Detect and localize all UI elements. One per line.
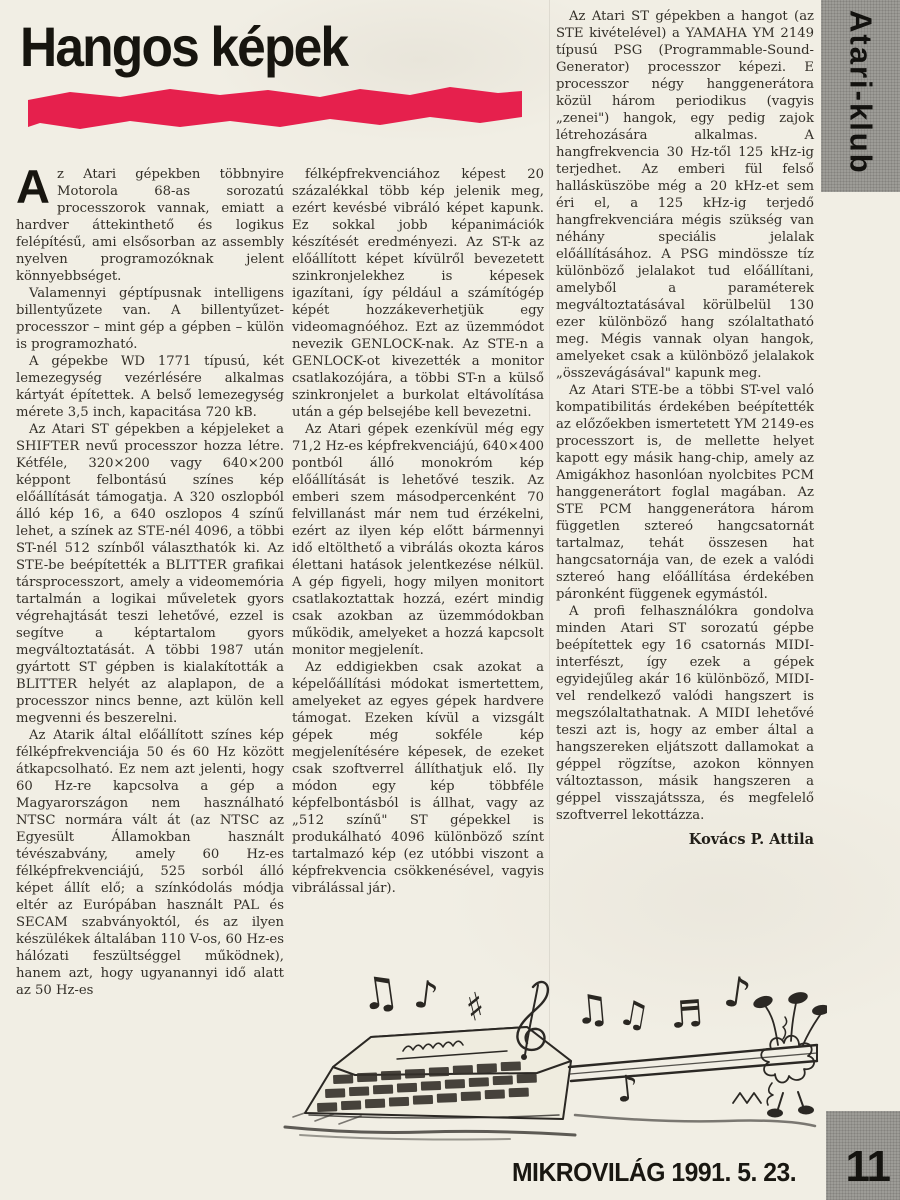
article-paragraph: Valamennyi géptípusnak intelligens billentyűzete van. A billentyűzet-processzor – mint gép a gépben – külön is programozható. bbox=[16, 286, 284, 352]
eighth-note-icon: ♪ bbox=[411, 971, 441, 1019]
article-paragraph: Az eddigiekben csak azokat a képelőállítási módokat ismertettem, amelyeket az egyes gépek hardvere támogat. Ezeken kívül a vizsgált gépek még sokféle kép megjelenítésére képesek, de ezeket csak szoftverrel állíthatjuk elő. Ily módon egy kép többféle képfelbontásból is állhat, vagy az „512 színű" ST gépekkel is produkálható 4096 különböző színt tartalmazó kép (ez utóbbi viszont a képfrekvencia csökkenésével, vagyis vibrálással jár). bbox=[292, 660, 544, 896]
footer-publication: MIKROVILÁG 1991. 5. 23. bbox=[511, 1157, 796, 1187]
article-paragraph: félképfrekvenciához képest 20 százalékkal több kép jelenik meg, ezért kevésbé vibráló képet kapunk. Ez sokkal jobb képanimációk készítését eredményezi. Az ST-k az előállított képet kívülről bevezetett szinkronjelekhez is képesek igazítani, így például a számítógép képét hozzákeverhetjük egy videomagnóéhoz. Ezt az üzemmódot nevezik GENLOCK-nak. Az STE-n a GENLOCK-ot kivezették a monitor csatlakozójára, a többi ST-n a külső szinkronjelet a burkolat eltávolítása után a gép belsejébe kell bevezetni. bbox=[292, 167, 544, 420]
page-number-box bbox=[826, 1111, 900, 1200]
keyboard-sketch bbox=[275, 971, 827, 1167]
article-column-3 bbox=[556, 8, 814, 848]
drop-cap: A bbox=[16, 160, 50, 213]
article-paragraph: Az Atari ST gépekben a képjeleket a SHIFTER nevű processzor hozza létre. Kétféle, 320×200 vagy 640×200 képpont felbontású színes kép előállítását támogatja. A 320 oszlopból álló kép 16, a 640 oszlopos 4 színű lehet, a színek az STE-nél 4096, a többi ST-nél 512 színből választhatók ki. Az STE-be beépítették a BLITTER grafikai társprocesszort, amely a videomemória tartalmán a logikai műveletek gyors végrehajtását teszi lehetővé, ezzel is segítve a képtartalom gyors megváltoztatását. A többi 1987 után gyártott ST gépben is kialakították a BLITTER helyét az alaplapon, de a processzor nincs benne, azt külön kell megvenni és beszerelni. bbox=[16, 422, 284, 726]
column-divider bbox=[549, 0, 550, 1115]
article-column-2 bbox=[292, 166, 544, 897]
article-paragraph: Az Atari STE-be a többi ST-vel való kompatibilitás érdekében beépítették az előzőekben ismertetett YM 2149-es processzort is, de mellette helyet kapott egy másik hang-chip, amely az Amigákhoz hasonlóan nyolcbites PCM hanggenerátort foglal magában. Az STE PCM hanggenerátora három független sztereó hangcsatornát tartalmaz, tehát összesen hat hangcsatornája van, de ezek a valódi sztereó hang előállítása érdekében páronként függenek egymástól. bbox=[556, 383, 814, 602]
article-paragraph: Az Atari ST gépekben a hangot (az STE kivételével) a YAMAHA YM 2149 típusú PSG (Programmable-Sound-Generator) processzor képezi. E processzor négy hanggenerátora közül három periodikus (vagyis „zenei") hangok, egy pedig zajok létrehozására alkalmas. A hangfrekvencia 30 Hz-től 125 kHz-ig terjedhet. Az emberi fül felső hallásküszöbe még a 20 kHz-et sem éri el, a 125 kHz-ig terjedő hangfrekvenciára mégis szükség van néhány speciális jelalak előállításához. A PSG mindössze tíz különböző jelalakot tud előállítani, amelyből a paraméterek megváltoztatásával körülbelül 130 ezer különböző hang szólaltatható meg. Mégis vannak olyan hangok, amelyeket csak a különböző jelalakok „összevágásával" kapunk meg. bbox=[556, 9, 814, 381]
section-tab-label: Atari-klub bbox=[843, 10, 879, 175]
article-byline: Kovács P. Attila bbox=[688, 831, 814, 848]
beamed-note-icon: ♫ bbox=[614, 992, 653, 1038]
beamed-note-icon: ♫ bbox=[356, 965, 403, 1022]
article-paragraph: Az Atari gépek ezenkívül még egy 71,2 Hz-es képfrekvenciájú, 640×400 pontból álló monokróm kép előállítását is lehetővé teszik. Az emberi szem másodpercenként 70 felvillanást már nem tud érzékelni, ezért az ilyen kép előtt bármennyi idő eltölthető a vibrálás okozta káros élettani hatások jelentkezése nélkül. A gép figyeli, hogy milyen monitort csatlakoztattak hozzá, ezért mindig csak azokban az üzemmódokban működik, amelyeket a hozzá kapcsolt monitor megjelenít. bbox=[292, 422, 545, 658]
sixteenth-notes-icon: ♬ bbox=[668, 991, 705, 1038]
section-tab-atari-klub bbox=[821, 0, 900, 192]
eighth-note-icon: ♪ bbox=[720, 966, 755, 1019]
red-wave-ribbon bbox=[28, 84, 522, 134]
article-paragraph: Az Atari gépekben többnyire Motorola 68-as sorozatú processzorok vannak, emiatt a hardver áttekinthető és logikus felépítésű, ami elsősorban az assembly nyelven programozóknak jelent könnyebbséget. bbox=[16, 160, 284, 284]
page-number: 11 bbox=[845, 1142, 890, 1191]
sharp-sign-icon: ♯ bbox=[460, 983, 490, 1031]
article-paragraph: A profi felhasználókra gondolva minden Atari ST sorozatú gépbe beépítettek egy 16 csatornás MIDI-interfészt, így ezek a gépek egyidejűleg akár 16 különböző, MIDI-vel rendelkező valódi hangszert is megszólaltathatnak. A MIDI lehetővé teszi azt is, hogy az ember által a hangszereken eljátszott dallamokat a géppel rögzítse, azokon könnyen változtasson, másik hangszeren a géppel visszajátssza, és megfelelő szoftverrel lekottázza. bbox=[556, 604, 814, 823]
article-paragraph: Az Atarik által előállított színes kép félképfrekvenciája 50 és 60 Hz között átkapcsolható. Ez nem azt jelenti, hogy 60 Hz-re kapcsolva a gép a Magyarországon nem használható NTSC normára vált át (az NTSC az Egyesült Államokban használt tévészabvány, amely 60 Hz-es félképfrekvenciájú, 525 sorból álló képet állít elő; a színkódolás módja eltér az Európában használt PAL és SECAM szabványoktól, és az ilyen készülékek általában 110 V-os, 60 Hz-es hálózati feszültséggel működnek), hanem azt, hogy ugyanannyi idő alatt az 50 Hz-es bbox=[16, 728, 284, 998]
article-title: Hangos képek bbox=[20, 15, 348, 78]
illustration-keyboard-music bbox=[275, 971, 827, 1167]
beamed-note-icon: ♫ bbox=[572, 985, 612, 1035]
quarter-note-icon: ♪ bbox=[613, 1067, 642, 1112]
article-column-1 bbox=[16, 160, 284, 999]
red-wave-shape bbox=[28, 84, 522, 134]
article-paragraph: A gépekbe WD 1771 típusú, két lemezegység vezérlésére alkalmas kártyát építettek. A belső lemezegység mérete 3,5 inch, kapacitása 720 kB. bbox=[16, 354, 284, 420]
